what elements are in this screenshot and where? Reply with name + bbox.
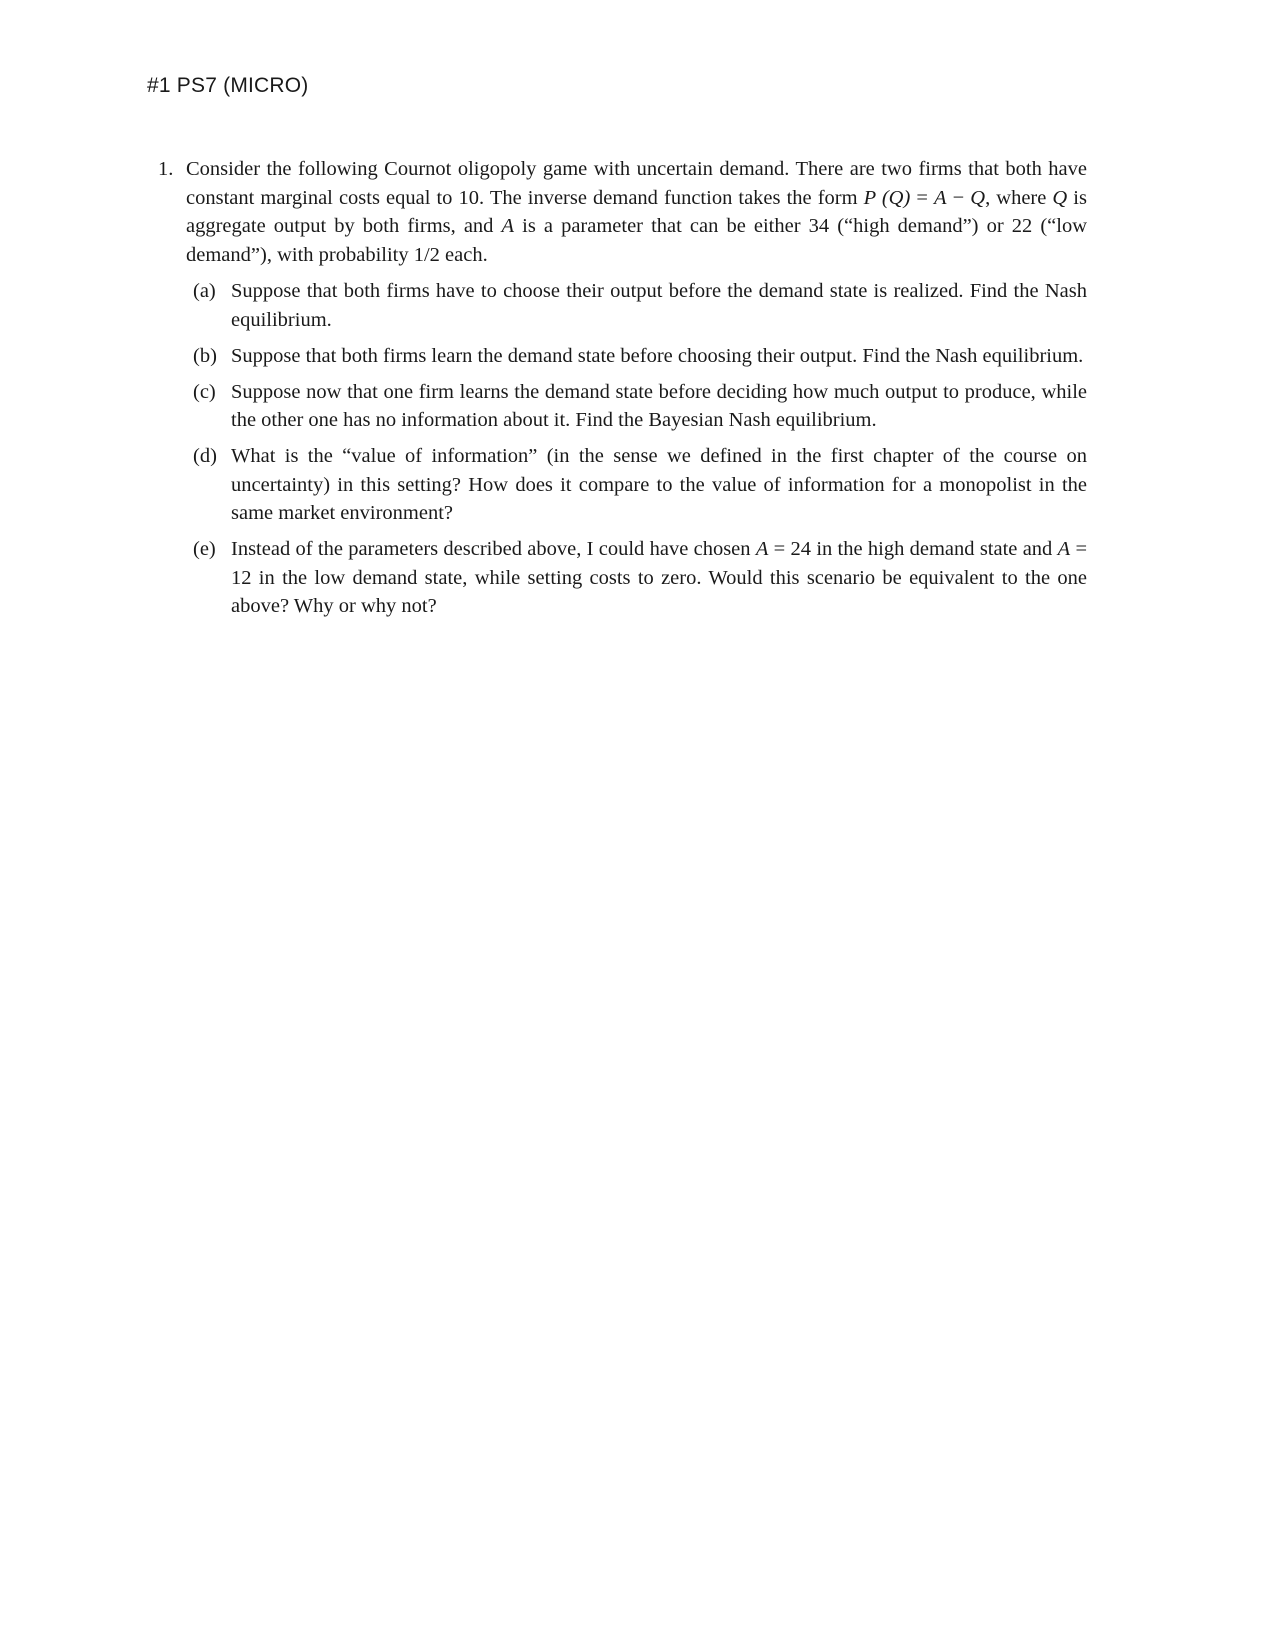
- part-label: (b): [193, 344, 217, 367]
- intro-text: −: [946, 186, 971, 209]
- math-q: Q: [970, 186, 986, 209]
- part-text-segment: = 24 in the high demand state and: [768, 538, 1058, 560]
- problem-intro: [186, 155, 1087, 269]
- math-a: A: [755, 538, 769, 560]
- part-label: (a): [193, 280, 216, 302]
- problem-number: 1.: [158, 158, 174, 180]
- math-p-of-q: P (Q): [863, 186, 911, 209]
- intro-text: Consider the following Cournot oligopoly game with uncertain demand. There are two firms that both have constant marginal costs equal to 10. The inverse demand function takes the form: [186, 158, 1087, 209]
- part-text: Suppose that both firms have to choose their output before the demand state is realized. Find the Nash equilibrium.: [231, 280, 1087, 331]
- part-c: [193, 378, 1087, 435]
- part-label: (c): [193, 380, 216, 403]
- part-text: [231, 535, 1087, 621]
- math-q: Q: [1052, 186, 1068, 209]
- math-a: A: [501, 215, 515, 237]
- page-header: #1 PS7 (MICRO): [147, 74, 309, 97]
- problem-1: [158, 155, 1087, 628]
- intro-text: is aggregate output by both firms, and: [186, 186, 1087, 237]
- part-text: Suppose that both firms learn the demand state before choosing their output. Find the Nash equilibrium.: [231, 344, 1084, 367]
- intro-text: =: [910, 186, 935, 209]
- part-a: [193, 277, 1087, 334]
- intro-text: is a parameter that can be either 34 (“high demand”) or 22 (“low demand”), with probability 1/2 each.: [186, 215, 1087, 266]
- math-a: A: [1057, 538, 1071, 560]
- part-text-segment: = 12 in the low demand state, while setting costs to zero. Would this scenario be equivalent to the one above? Why or why not?: [231, 538, 1087, 617]
- intro-text: , where: [985, 186, 1053, 209]
- part-d: [193, 442, 1087, 528]
- part-e: [193, 535, 1087, 621]
- part-text: Suppose now that one firm learns the demand state before deciding how much output to produce, while the other one has no information about it. Find the Bayesian Nash equilibrium.: [231, 380, 1087, 431]
- part-text: What is the “value of information” (in the sense we defined in the first chapter of the course on uncertainty) in this setting? How does it compare to the value of information for a monopolist in the same market environment?: [231, 445, 1087, 524]
- part-text-segment: Instead of the parameters described above, I could have chosen: [231, 538, 756, 560]
- part-label: (d): [193, 445, 217, 467]
- part-b: [193, 342, 1087, 371]
- math-a: A: [934, 186, 947, 209]
- part-label: (e): [193, 538, 216, 560]
- problem-parts: [158, 277, 1087, 621]
